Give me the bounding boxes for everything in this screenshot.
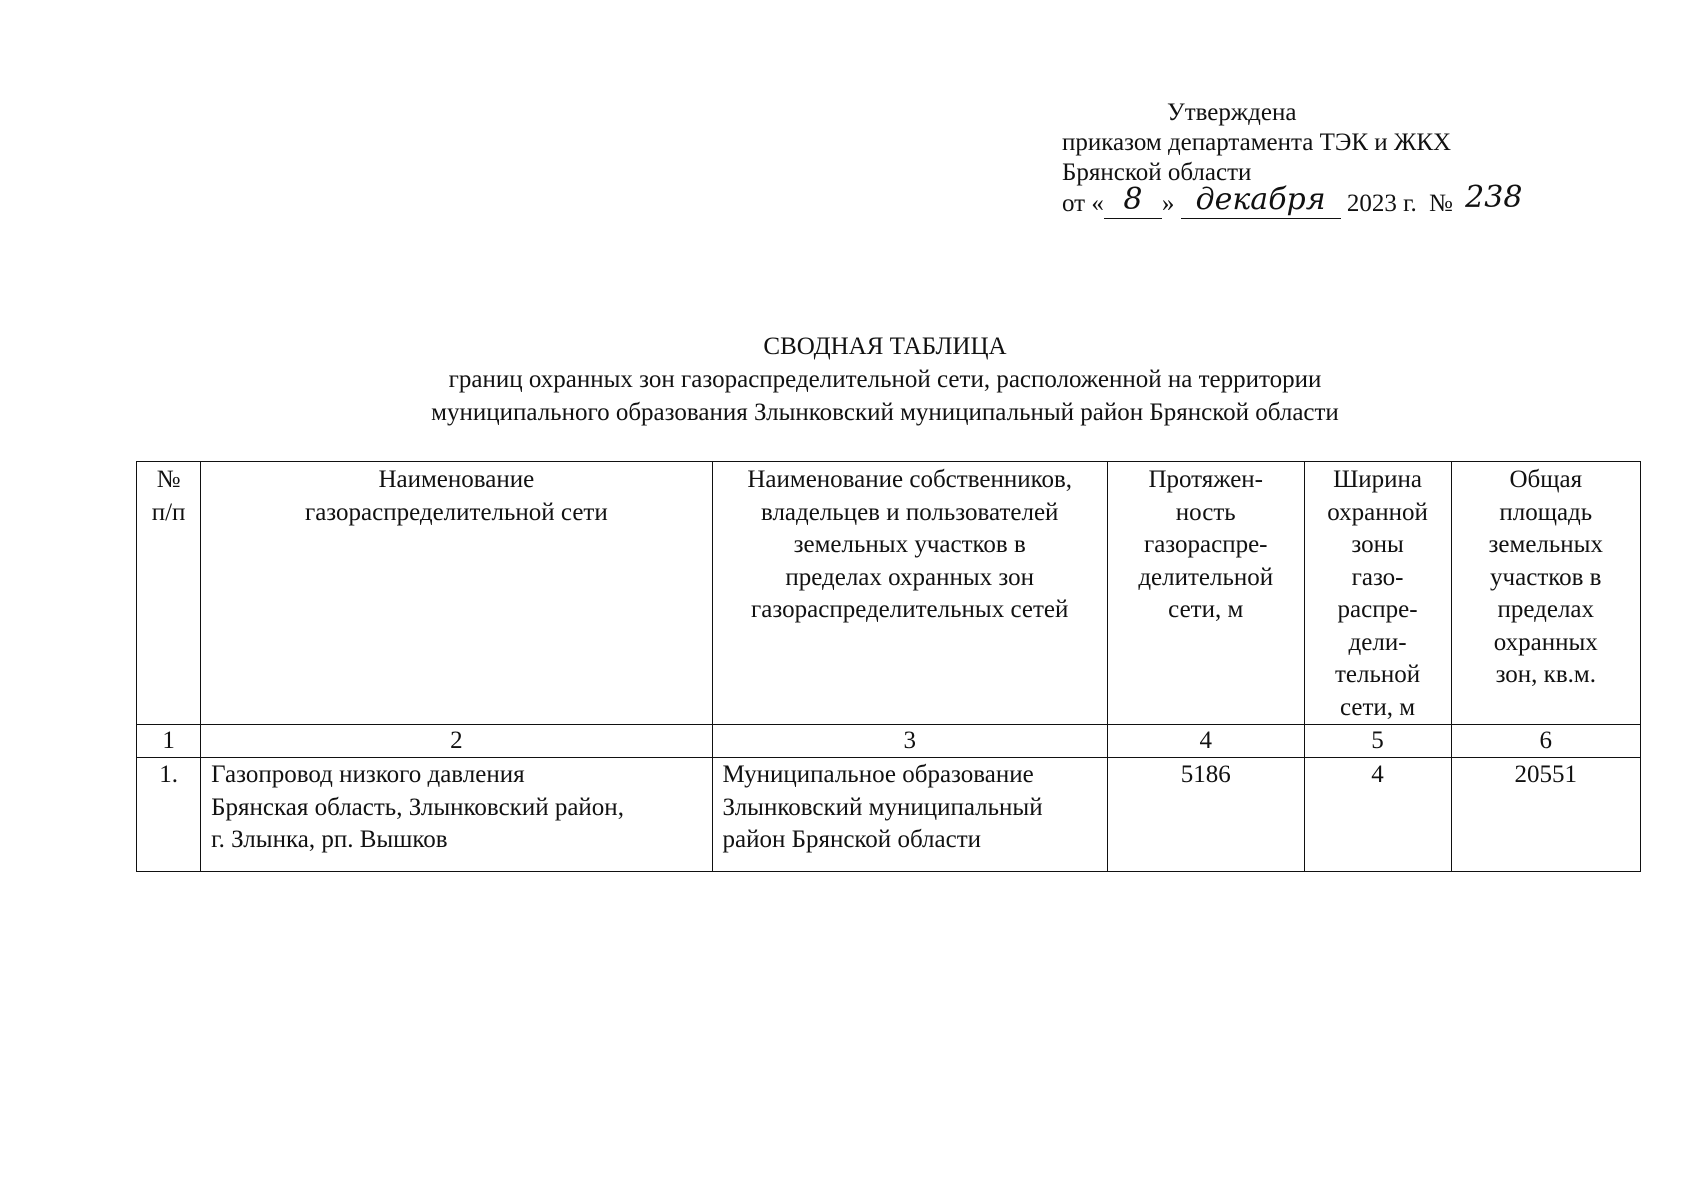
header-total-area: Общая площадь земельных участков в пределах охранных зон, кв.м. (1451, 462, 1640, 725)
year-text: 2023 г. (1346, 190, 1417, 217)
quote-close: » (1161, 190, 1175, 217)
approval-date-line (1062, 180, 1523, 219)
table-header-row (137, 462, 1641, 725)
approval-block (1062, 98, 1522, 219)
summary-table (136, 461, 1641, 872)
column-number: 3 (712, 725, 1107, 758)
day-underline (1104, 182, 1162, 219)
header-number: № п/п (137, 462, 201, 725)
header-length: Протяжен- ность газораспре- делительной сети, м (1107, 462, 1304, 725)
handwritten-day: 8 (1123, 182, 1143, 217)
header-network-name: Наименование газораспределительной сети (201, 462, 712, 725)
row-owners: Муниципальное образование Злынковский муниципальный район Брянской области (712, 758, 1107, 872)
approval-heading: Утверждена (1167, 99, 1297, 126)
document-title (0, 330, 1696, 429)
header-zone-width: Ширина охранной зоны газо- распре- дели- тельной сети, м (1304, 462, 1451, 725)
month-underline (1181, 182, 1341, 219)
date-prefix: от « (1062, 190, 1104, 217)
table-row (137, 758, 1641, 872)
handwritten-month: декабря (1195, 182, 1326, 217)
approval-region-line: Брянской области (1062, 159, 1252, 186)
number-sign: № (1429, 190, 1453, 217)
column-number: 4 (1107, 725, 1304, 758)
header-owners: Наименование собственников, владельцев и пользователей земельных участков в пределах охранных зон газораспределительных сетей (712, 462, 1107, 725)
row-zone-width: 4 (1304, 758, 1451, 872)
row-total-area: 20551 (1451, 758, 1640, 872)
column-number-row (137, 725, 1641, 758)
row-number: 1. (137, 758, 201, 872)
handwritten-number: 238 (1465, 180, 1523, 215)
column-number: 5 (1304, 725, 1451, 758)
title-heading: СВОДНАЯ ТАБЛИЦА (763, 333, 1007, 360)
column-number: 6 (1451, 725, 1640, 758)
column-number: 2 (201, 725, 712, 758)
row-length: 5186 (1107, 758, 1304, 872)
row-network-name: Газопровод низкого давления Брянская область, Злынковский район, г. Злынка, рп. Вышков (201, 758, 712, 872)
title-line-1: границ охранных зон газораспределительной сети, расположенной на территории (448, 366, 1322, 393)
approval-order-line: приказом департамента ТЭК и ЖКХ (1062, 129, 1452, 156)
column-number: 1 (137, 725, 201, 758)
title-line-2: муниципального образования Злынковский муниципальный район Брянской области (431, 399, 1339, 426)
